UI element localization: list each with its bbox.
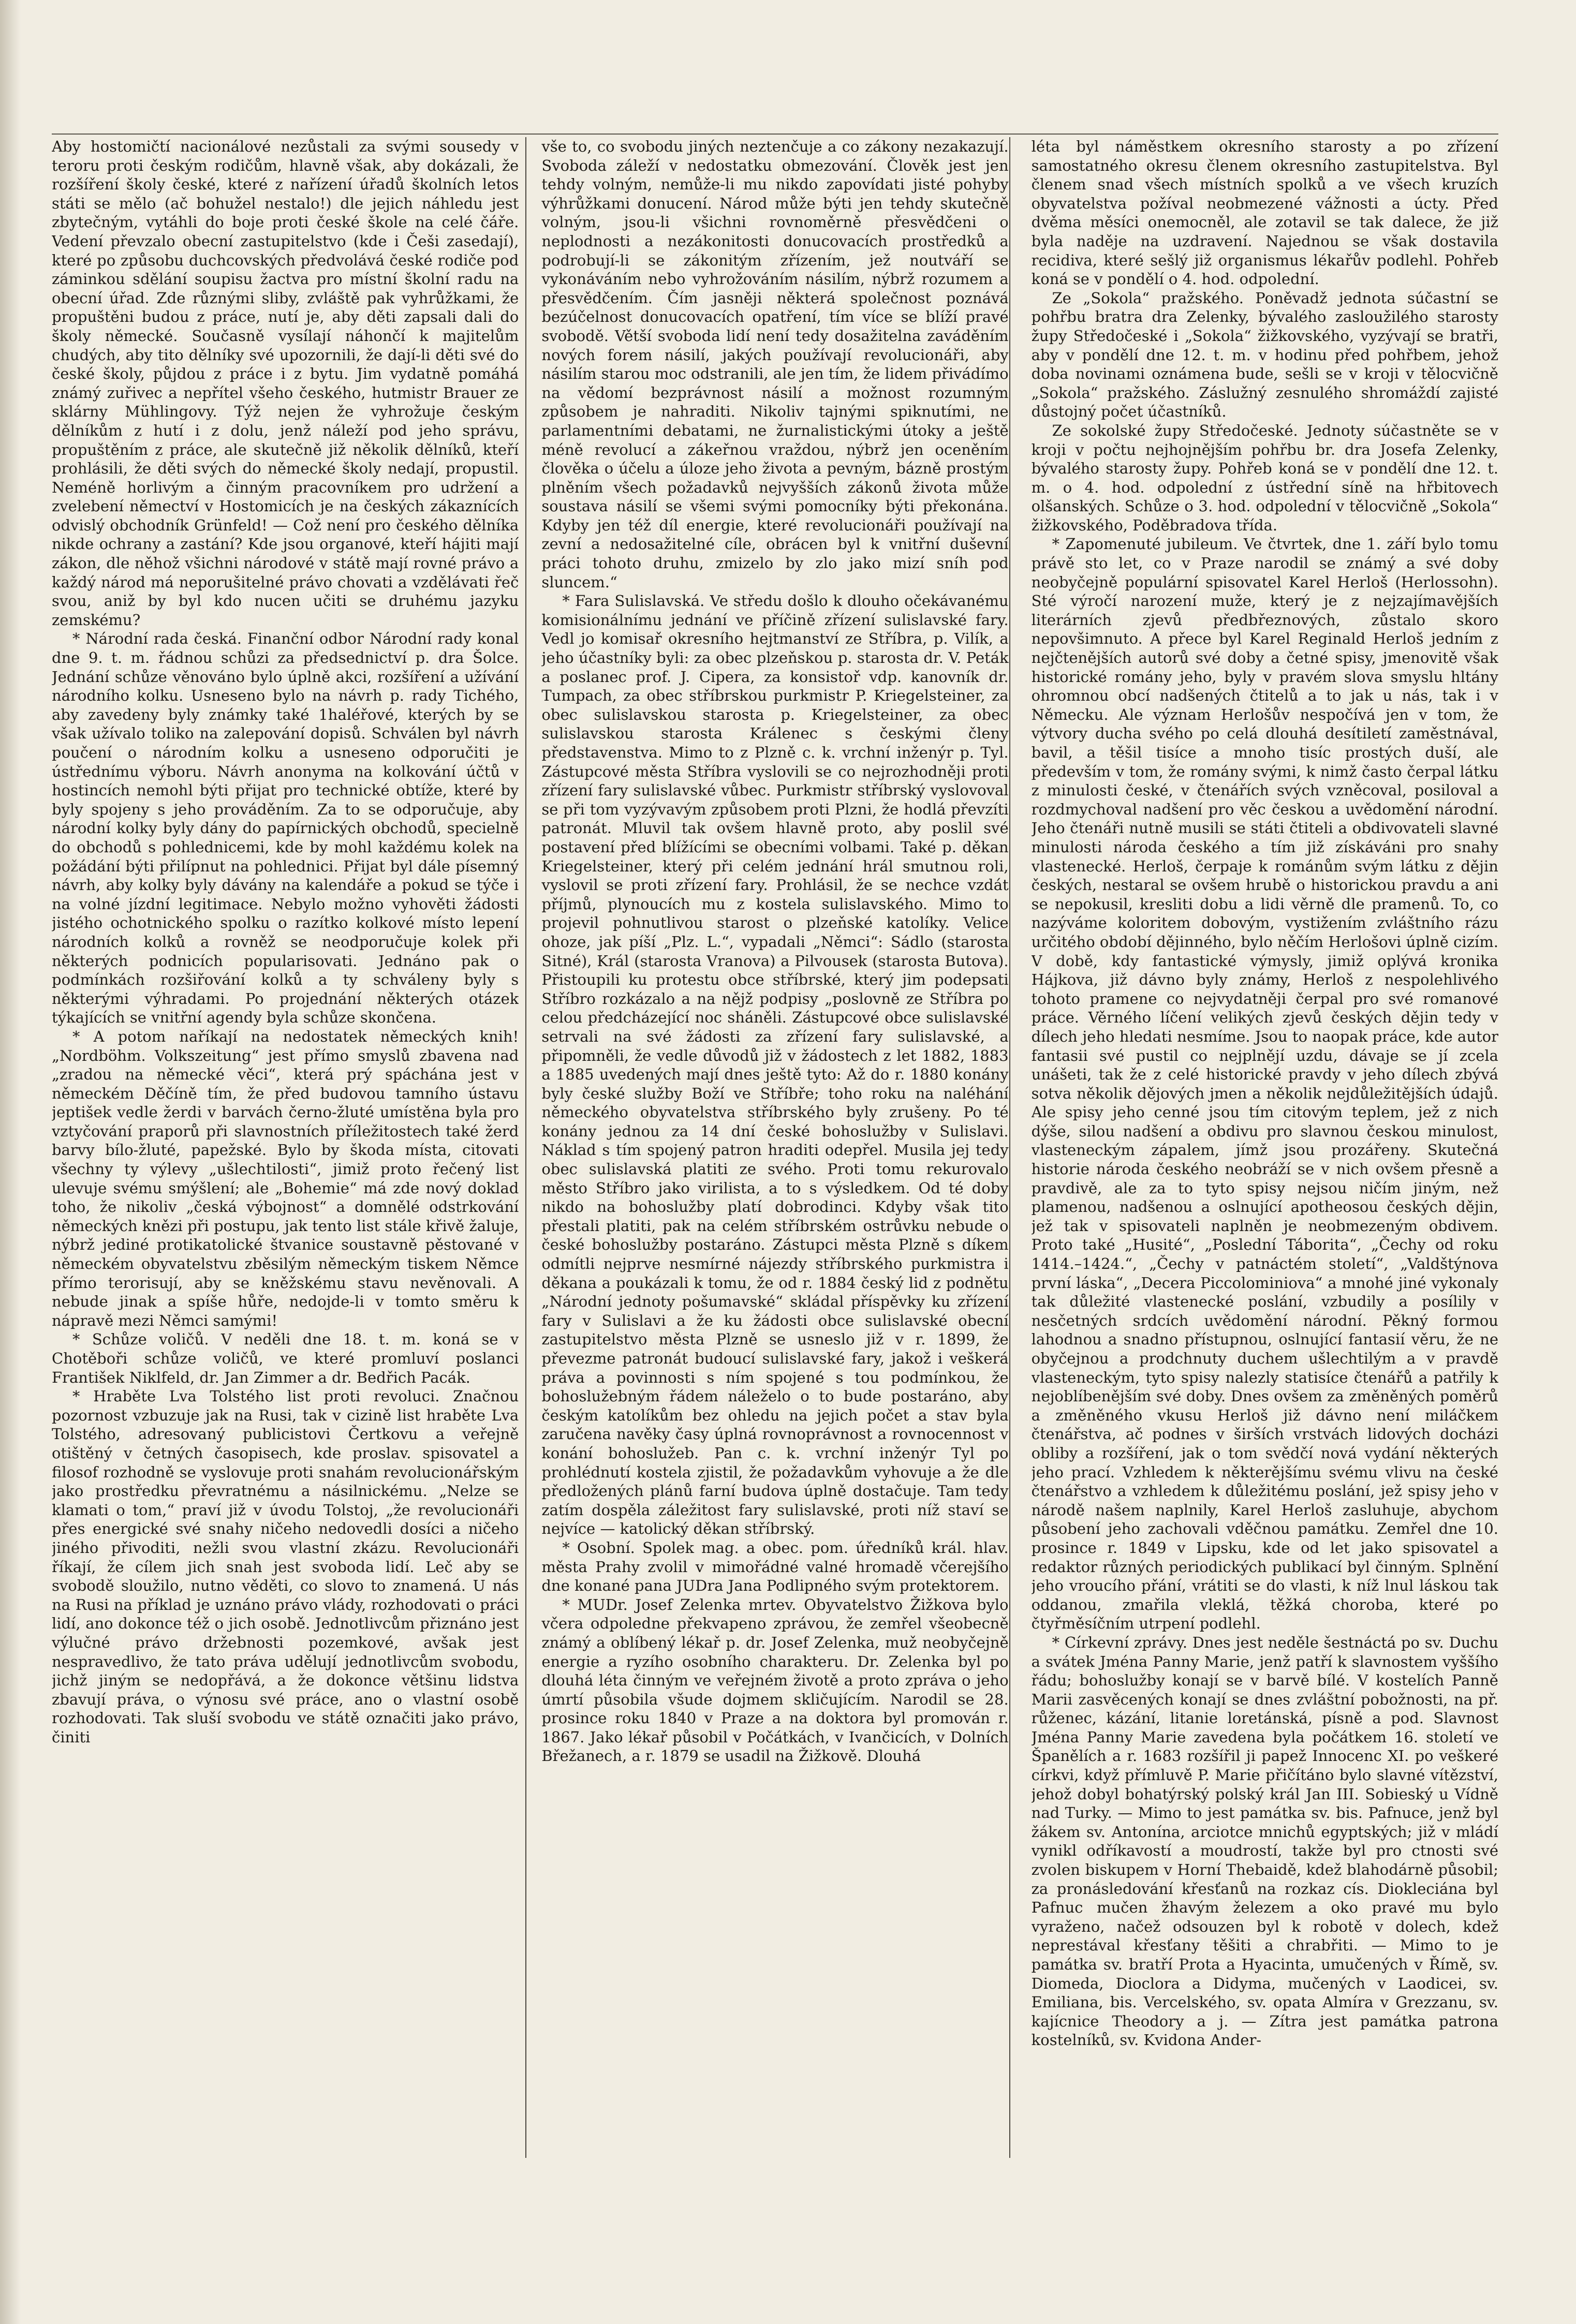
article-paragraph: * Národní rada česká. Finanční odbor Národní rady konal dne 9. t. m. řádnou schůzi za předsednictví p. dra Šolce. Jednání schůze věnováno bylo úplně akci, rozšíření a užívání národního kolku. Usneseno bylo na návrh p. rady Tichého, aby zavedeny byly známky také 1haléřové, kterých by se však užívalo toliko na zalepování dopisů. Schválen byl návrh poučení o národním kolku a usneseno odporučiti je ústřednímu výboru. Návrh anonyma na kolkování účtů v hostincích nemohl býti přijat pro technické obtíže, které by byly spojeny s jeho prováděním. Za to se odporučuje, aby národní kolky byly dány do papírnických obchodů, specielně do obchodů s pohlednicemi, kde by mohl každému kolek na požádání býti přilípnut na pohlednici. Přijat byl dále písemný návrh, aby kolky byly dávány na kalendáře a pokud se týče i na volné jízdní legitimace. Nebylo možno vyhověti žádosti jistého ochotnického spolku o razítko kolkové místo lepení národních kolků a rovněž se neodporučuje kolek při některých podnicích popularisovati. Jednáno pak o podmínkách rozšiřování kolků a ty schváleny byly s některými výhradami. Po projednání některých otázek týkajících se vnitřní agendy byla schůze skončena. (52, 630, 519, 1027)
column-3 (1032, 137, 1498, 2158)
column-1 (52, 137, 519, 2158)
article-paragraph: * MUDr. Josef Zelenka mrtev. Obyvatelstvo Žižkova bylo včera odpoledne překvapeno zprávou, že zemřel všeobecně známý a oblíbený lékař p. dr. Josef Zelenka, muž neobyčejně energie a ryzího osobního charakteru. Dr. Zelenka byl po dlouhá léta činným ve veřejném životě a proto zpráva o jeho úmrtí působila všude dojmem skličujícím. Narodil se 28. prosince roku 1840 v Praze a na doktora byl promován r. 1867. Jako lékař působil v Počátkách, v Ivančicích, v Dolních Břežanech, a r. 1879 se usadil na Žižkově. Dlouhá (541, 1595, 1009, 1765)
article-paragraph: Aby hostomičtí nacionálové nezůstali za svými sousedy v teroru proti českým rodičům, hlavně však, aby dokázali, že rozšíření školy české, které z nařízení úřadů školních letos státi se mělo (ač bohužel nestalo!) dle jejich náhledu jest zbytečným, vytáhli do boje proti české škole na celé čáře. Vedení převzalo obecní zastupitelstvo (kde i Češi zasedají), které po způsobu duchcovských předvolává české rodiče pod záminkou sdělání soupisu žactva pro místní školní radu na obecní úřad. Zde různými sliby, zvláště pak vyhrůžkami, že propuštěni budou z práce, nutí je, aby děti zapsali dali do školy německé. Současně vysílají náhončí k majitelům chudých, aby tito dělníky své upozornili, že dají-li děti své do české školy, půjdou z práce i z bytu. Jim vydatně pomáhá známý zuřivec a nepřítel všeho českého, hutmistr Brauer ze sklárny Mühlingovy. Týž nejen že vyhrožuje českým dělníkům z hutí i z dolu, jenž náleží pod jeho správu, propuštěním z práce, ale skutečně již několik dělníků, kteří prohlásili, že děti svých do německé školy nedají, propustil. Neméně horlivým a činným pracovníkem pro udržení a zvelebení němectví v Hostomicích je na českých zákaznících odvislý obchodník Grünfeld! — Což není pro českého dělníka nikde ochrany a zastání? Kde jsou organové, kteří hájiti mají zákon, dle něhož všichni národové v státě mají rovné právo a každý národ má neporušitelné právo chovati a vzdělávati řeč svou, aniž by byl kdo nucen učiti se druhému jazyku zemskému? (52, 138, 519, 629)
article-paragraph: * Zapomenuté jubileum. Ve čtvrtek, dne 1. září bylo tomu právě sto let, co v Praze narodil se známý a své doby neobyčejně populární spisovatel Karel Herloš (Herlossohn). Sté výročí narození muže, který je z nejzajímavějších literárních zjevů předbřeznových, zůstalo skoro nepovšimnuto. A přece byl Karel Reginald Herloš jedním z nejčtenějších autorů své doby a četné spisy, jmenovitě však historické romány jeho, byly v pravém slova smyslu hltány ohromnou obcí nadšených čtitelů a to jak u nás, tak i v Německu. Ale význam Herlošův nespočívá jen v tom, že výtvory ducha svého po celá dlouhá desítiletí zaměstnával, bavil, a těšil tisíce a mnoho tisíc prostých duší, ale především v tom, že romány svými, k nimž často čerpal látku z minulosti české, v čtenářích svých vzněcoval, posiloval a rozdmychoval nadšení pro věc českou a uvědomění národní. Jeho čtenáři nutně musili se státi čtiteli a obdivovateli slavné minulosti národa českého a tím již získáváni pro snahy vlastenecké. Herloš, čerpaje k románům svým látku z dějin českých, nestaral se ovšem hrubě o historickou pravdu a ani se nepokusil, kresliti dobu a lidi věrně dle pramenů. To, co nazýváme koloritem dobovým, vystižením zvláštního rázu určitého období dějinného, bylo něčím Herlošovi úplně cizím. V době, kdy fantastické výmysly, jimiž oplývá kronika Hájkova, již dávno byly známy, Herloš z nespolehlivého tohoto pramene co nejvydatněji čerpal pro své romanové práce. Věrného líčení velikých zjevů českých dějin tedy v dílech jeho hledati nesmíme. Jsou to naopak práce, kde autor fantasii své pustil co nejplnějí uzdu, dávaje se jí zcela unášeti, tak že z celé historické pravdy v jeho dílech zbývá sotva několik dějových jmen a několik nejdůležitějších údajů. Ale spisy jeho cenné jsou tím citovým teplem, jež z nich dýše, silou nadšení a obdivu pro slavnou českou minulost, vlasteneckým zápalem, jímž jsou prozářeny. Skutečná historie národa českého neobráží se v nich ovšem přesně a pravdivě, ale za to tyto spisy nejsou ničím jiným, než plamenou, nadšenou a oslnující apotheosou českých dějin, jež tak v spisovateli naplněn je neobmezeným obdivem. Proto také „Husité“, „Poslední Táborita“, „Čechy od roku 1414.–1424.“, „Čechy v patnáctém století“, „Valdštýnova první láska“, „Decera Piccolominiova“ a mnohé jiné vykonaly tak důležité vlastenecké poslání, vzbudily a posílily v nesčetných srdcích uvědomění národní. Pěkný formou lahodnou a snadno přístupnou, oslnující fantasií věru, že ne obyčejnou a prodchnuty duchem ušlechtilým a v pravdě vlasteneckým, tyto spisy nalezly statisíce čtenářů a patřily k nejoblíbenějším své doby. Dnes ovšem za změněných poměrů a změněného vkusu Herloš již dávno není miláčkem čtenářstva, ač podnes v širších vrstvách lidových docházi obliby a rozšíření, jak o tom svědčí nová vydání některých jeho prací. Vzhledem k některějšímu svému vlivu na české čtenářstvo a vzhledem k důležitému poslání, jež spisy jeho v národě našem naplnily, Karel Herloš zasluhuje, abychom působení jeho zachovali vděčnou památku. Zemřel dne 10. prosince r. 1849 v Lipsku, kde od let jako spisovatel a redaktor různých periodických publikací byl činným. Splnění jeho vroucího přání, vrátiti se do vlasti, k níž lnul láskou tak oddanou, zmařila vleklá, těžká choroba, které po čtyřměsíčním utrpení podlehl. (1031, 535, 1498, 1633)
top-rule (52, 134, 1498, 135)
page-edge-shadow (0, 0, 21, 2324)
article-paragraph: * Fara Sulislavská. Ve středu došlo k dlouho očekávanému komisionálnímu jednání ve příčině zřízení sulislavské fary. Vedl jo komisař okresního hejtmanství ze Stříbra, p. Vilík, a jeho účastníky byli: za obec plzeňskou p. starosta dr. V. Peták a poslanec prof. J. Cipera, za konsistoř vdp. kanovník dr. Tumpach, za obec stříbrskou purkmistr P. Kriegelsteiner, za obec sulislavskou starosta p. Kriegelsteiner, za obec sulislavskou starosta Králenec s českými členy představenstva. Mimo to z Plzně c. k. vrchní inženýr p. Tyl. Zástupcové města Stříbra vyslovili se co nejrozhodněji proti zřízení fary sulislavské vůbec. Purkmistr stříbrský vyslovoval se při tom vyzývavým způsobem proti Plzni, že hodlá převzíti patronát. Mluvil tak ovšem hlavně proto, aby poslil své postavení před blížícími se obecními volbami. Také p. děkan Kriegelsteiner, který při celém jednání hrál smutnou roli, vyslovil se proti zřízení fary. Prohlásil, že se nechce vzdát příjmů, plynoucích mu z kostela sulislavského. Mimo to projevil pohnutlivou starost o plzeňské katolíky. Velice ohoze, jak píší „Plz. L.“, vypadali „Němci“: Sádlo (starosta Sitné), Král (starosta Vranova) a Pilvousek (starosta Butova). Přistoupili ku protestu obce stříbrské, který jim podepsati Stříbro rozkázalo a na nějž podpisy „poslovně ze Stříbra po celou předcházející noc sháněli. Zástupcové obce sulislavské setrvali na své žádosti za zřízení fary sulislavské, a připomněli, že vedle důvodů již v žádostech z let 1882, 1883 a 1885 uvedených mají dnes ještě tyto: Až do r. 1880 konány byly české služby Boží ve Stříbře; toho roku na naléhání německého obyvatelstva stříbrského byly zrušeny. Po té konány jednou za 14 dní české bohoslužby v Sulislavi. Náklad s tím spojený patron hraditi odepřel. Musila jej tedy obec sulislavská platiti ze svého. Proti tomu rekurovalo město Stříbro jako virilista, a to s výsledkem. Od té doby nikdo na bohoslužby platí dobrodinci. Kdyby však tito přestali platiti, pak na celém stříbrském ostrůvku nebude o české bohoslužby postaráno. Zástupci města Plzně s díkem odmítli nejprve nesmírné nájezdy stříbrského purkmistra i děkana a poukázali k tomu, že od r. 1884 český lid z podnětu „Národní jednoty pošumavské“ skládal příspěvky ku zřízení fary v Sulislavi a že ku žádosti obce sulislavské obecní zastupitelstvo města Plzně se usneslo již v r. 1899, že převezme patronát budoucí sulislavské fary, jakož i veškerá práva a povinnosti s ním spojené s tou podmínkou, že bohoslužebným řádem náleželo o to bude postaráno, aby českým katolíkům bez ohledu na jejich počet a stav byla zaručena navěky časy úplná rovnoprávnost a rovnocennost v konání bohoslužeb. Pan c. k. vrchní inženýr Tyl po prohlédnutí kostela zjistil, že požadavkům vyhovuje a že dle předložených plánů farní budova úplně dostačuje. Tam tedy zatím dospěla záležitost fary sulislavské, proti níž staví se nejvíce — katolický děkan stříbrský. (541, 592, 1009, 1538)
article-paragraph: * Hraběte Lva Tolstého list proti revoluci. Značnou pozornost vzbuzuje jak na Rusi, tak v cizině list hraběte Lva Tolstého, adresovaný publicistovi Čertkovu a veřejně otištěný v četných časopisech, kde proslav. spisovatel a filosof rozhodně se vyslovuje proti snahám revolucionářským jako prostředku převratnému a násilnickému. „Nelze se klamati o tom,“ praví již v úvodu Tolstoj, „že revolucionáři přes energické své snahy ničeho nedovedli dosíci a ničeho jiného přivoditi, nežli svou vlastní zkázu. Revolucionáři říkají, že cílem jich snah jest svoboda lidí. Leč aby se svobodě sloužilo, nutno věděti, co slovo to znamená. U nás na Rusi na příklad je uznáno právo vlády, rozhodovati o práci lidí, ano dokonce též o jich osobě. Jednotlivcům přiznáno jest výlučné právo držebnosti pozemkové, avšak jest nespravedlivo, že tato práva udělují jednotlivcům svobodu, jichž jiným se nedopřává, a že dokonce většinu lidstva zbavují práva, o výnosu své práce, ano o vlastní osobě rozhodovati. Tak sluší svobodu ve státě označiti jako právo, činiti (52, 1387, 519, 1746)
newspaper-page (52, 137, 1498, 2158)
article-paragraph: Ze „Sokola“ pražského. Poněvadž jednota súčastní se pohřbu bratra dra Zelenky, bývalého zasloužilého starosty župy Středočeské i „Sokola“ žižkovského, vyzývají se bratři, aby v pondělí dne 12. t. m. v hodinu před pohřbem, jehož doba novinami oznámena bude, sešli se v kroji v tělocvičně „Sokola“ pražského. Záslužný zesnulého shromáždí zajisté důstojný počet účastníků. (1031, 289, 1498, 421)
article-paragraph: * A potom naříkají na nedostatek německých knih! „Nordböhm. Volkszeitung“ jest přímo smyslů zbavena nad „zradou na německé věci“, která prý spáchána jest v německém Děčíně tím, že před budovou tamního ústavu jeptišek vedle žerdi v barvách černo-žluté umístěna byla pro vztyčování praporů při slavnostních příležitostech také žerď barvy bílo-žluté, papežské. Bylo by škoda místa, citovati všechny ty výlevy „ušlechtilosti“, jimiž proto řečený list ulevuje svému smýšlení; ale „Bohemie“ má zde nový doklad toho, že nikoliv „česká výbojnost“ a domnělé odstrkování německých knězi při postupu, jak tento list stále křivě žaluje, nýbrž jediné protikatolické štvanice soustavně pěstované v německém obyvatelstvu zběsilým německým tiskem Němce přímo terorisují, aby se kněžskému stavu nevěnovali. A nebude jinak a spíše hůře, nedojde-li v tomto směru k nápravě mezi Němci samými! (52, 1027, 519, 1329)
article-paragraph: * Církevní zprávy. Dnes jest neděle šestnáctá po sv. Duchu a svátek Jména Panny Marie, jenž patří k slavnostem vyššího řádu; bohoslužby konají se v barvě bílé. V kostelích Panně Marii zasvěcených konají se dnes zvláštní pobožnosti, na př. růženec, kázání, litanie loretánská, písně a pod. Slavnost Jména Panny Marie zavedena byla počátkem 16. století ve Španělích a r. 1683 rozšířil ji papež Innocenc XI. po veškeré církvi, když přímluvě P. Marie přičítáno bylo slavné vítězství, jehož dobyl bohatýrský polský král Jan III. Sobieský u Vídně nad Turky. — Mimo to jest památka sv. bis. Pafnuce, jenž byl žákem sv. Antonína, arciotce mnichů egyptských; již v mládí vynikl odříkavostí a moudrostí, takže byl pro ctnosti své zvolen biskupem v Horní Thebaidě, kdež blahodárně působil; za pronásledování křesťanů na rozkaz cís. Diokleciána byl Pafnuc mučen žhavým železem a oko pravé mu bylo vyraženo, načež odsouzen byl k robotě v dolech, kdež neprestával křesťany těšiti a chrabřiti. — Mimo to je památka sv. bratří Prota a Hyacinta, umučených v Římě, sv. Diomeda, Dioclora a Didyma, mučených v Laodicei, sv. Emiliana, bis. Vercelského, sv. opata Almíra v Grezzanu, sv. kajícnice Theodory a j. — Zítra jest památka patrona kostelníků, sv. Kvidona Ander- (1031, 1633, 1498, 2049)
article-paragraph: Ze sokolské župy Středočeské. Jednoty súčastněte se v kroji v počtu nejhojnějším pohřbu br. dra Josefa Zelenky, bývalého starosty župy. Pohřeb koná se v pondělí dne 12. t. m. o 4. hod. odpolední z ústřední síně na hřbitovech olšanských. Schůze o 3. hod. odpolední v tělocvičně „Sokola“ žižkovského, Poděbradova třída. (1031, 421, 1498, 534)
column-2 (541, 137, 1008, 2158)
article-paragraph: léta byl náměstkem okresního starosty a po zřízení samostatného okresu členem okresního zastupitelstva. Byl členem snad všech místních spolků a ve všech kruzích obyvatelstva požíval neobmezené vážnosti a úcty. Před dvěma měsíci onemocněl, ale zotavil se tak dalece, že již byla naděje na uzdravení. Najednou se však dostavila recidiva, které sešlý již organismus lékařův podlehl. Pohřeb koná se v pondělí o 4. hod. odpolední. (1031, 138, 1498, 288)
article-paragraph: vše to, co svobodu jiných neztenčuje a co zákony nezakazují. Svoboda záleží v nedostatku obmezování. Člověk jest jen tehdy volným, nemůže-li mu nikdo zapovídati jisté pohyby výhrůžkami donucení. Národ může býti jen tehdy skutečně volným, jsou-li všichni rovnoměrně přesvědčeni o neplodnosti a nezákonitosti donucovacích prostředků a podrobují-li se zákonitým zřízením, jež noutváří se vykonáváním nebo vyhrožováním násilím, nýbrž rozumem a přesvědčením. Čím jasněji některá společnost poznává bezúčelnost donucovacích opatření, tím více se blíží pravé svobodě. Větší svoboda lidí není tedy dosažitelna zaváděním nových forem násilí, jakých používají revolucionáři, aby násilím starou moc odstranili, ale jen tím, že lidem přivádímo na vědomí bezprávnost násilí a možnost rozumným způsobem je nahraditi. Nikoliv tajnými spiknutími, ne parlamentními debatami, ne žurnalistickými útoky a ještě méně revolucí a zákeřnou vraždou, nýbrž jen oceněním člověka o účelu a úloze jeho života a pevným, bázně prostým plněním všech požadavků nejvyšších zákonů života může soustava násilí se všemi svými pomocníky býti překonána. Kdyby jen též díl energie, které revolucionáři používají na zevní a nedosažitelné cíle, obrácen byl k vnitřní duševní práci tohoto druhu, zmizelo by zlo jako mizí sníh pod sluncem.“ (541, 138, 1009, 591)
article-paragraph: * Osobní. Spolek mag. a obec. pom. úředníků král. hlav. města Prahy zvolil v mimořádné valné hromadě včerejšího dne konané pana JUDra Jana Podlipného svým protektorem. (541, 1538, 1009, 1595)
article-paragraph: * Schůze voličů. V neděli dne 18. t. m. koná se v Chotěboři schůze voličů, ve které promluví poslanci František Niklfeld, dr. Jan Zimmer a dr. Bedřich Pacák. (52, 1330, 519, 1386)
